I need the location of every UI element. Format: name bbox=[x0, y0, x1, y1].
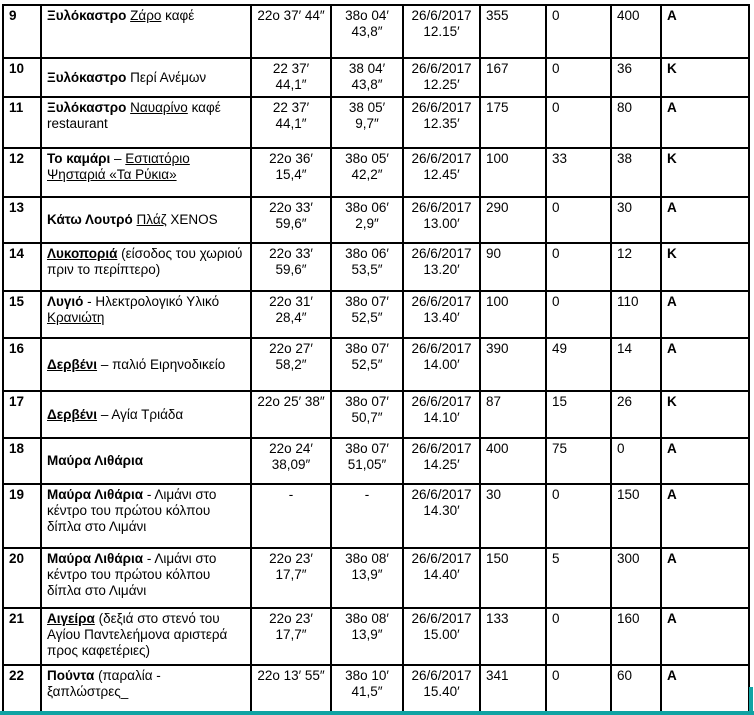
longitude-cell: 22 37′ 44,1″ bbox=[251, 97, 331, 148]
location-text-segment: Λυκοποριά bbox=[47, 246, 118, 261]
location-text-segment: Λυγιό bbox=[47, 294, 84, 309]
latitude-cell: 38ο 08′ 13,9″ bbox=[331, 548, 403, 608]
category-cell: K bbox=[661, 148, 749, 197]
row-number-cell: 19 bbox=[3, 484, 41, 548]
value-2-cell: 0 bbox=[546, 97, 611, 148]
latitude-cell: 38ο 08′ 13,9″ bbox=[331, 608, 403, 665]
value-1-cell: 167 bbox=[480, 58, 546, 97]
location-cell bbox=[41, 665, 251, 715]
value-2-cell: 5 bbox=[546, 548, 611, 608]
location-text-segment: Το καμάρι bbox=[47, 151, 111, 166]
location-text-segment: Πλάζ bbox=[136, 212, 167, 227]
time-text: 14.30′ bbox=[423, 503, 460, 518]
page-border-right bbox=[749, 687, 753, 715]
table-row bbox=[3, 97, 749, 148]
row-number-cell: 10 bbox=[3, 58, 41, 97]
row-number-cell: 14 bbox=[3, 243, 41, 291]
location-text-segment: - Λιμάνι στο κέντρο του πρώτου κόλπου δίπλα στο Λιμάνι bbox=[47, 551, 217, 598]
table-body bbox=[3, 5, 749, 715]
location-text-segment: - Λιμάνι στο κέντρο του πρώτου κόλπου δίπλα στο Λιμάνι bbox=[47, 487, 217, 534]
time-text: 12.15′ bbox=[423, 24, 460, 39]
time-text: 14.40′ bbox=[423, 567, 460, 582]
row-number-cell: 12 bbox=[3, 148, 41, 197]
value-3-cell: 36 bbox=[611, 58, 661, 97]
latitude-cell: 38ο 07′ 52,5″ bbox=[331, 291, 403, 338]
location-text-segment: (παραλία - ξαπλώστρες_ bbox=[47, 668, 161, 699]
value-2-cell: 0 bbox=[546, 608, 611, 665]
location-cell bbox=[41, 438, 251, 484]
location-text-segment: Ζάρο bbox=[130, 8, 162, 23]
date-text: 26/6/2017 bbox=[411, 341, 472, 356]
table-row bbox=[3, 197, 749, 243]
datetime-cell bbox=[403, 484, 480, 548]
latitude-cell: 38ο 07′ 51,05″ bbox=[331, 438, 403, 484]
value-3-cell: 12 bbox=[611, 243, 661, 291]
location-text-segment: (δεξιά στο στενό του Αγίου Παντελεήμονα αριστερά προς καφετέριες) bbox=[47, 611, 228, 658]
value-1-cell: 30 bbox=[480, 484, 546, 548]
category-cell: K bbox=[661, 58, 749, 97]
datetime-cell bbox=[403, 5, 480, 58]
table-row bbox=[3, 291, 749, 338]
time-text: 15.00′ bbox=[423, 627, 460, 642]
longitude-cell: 22ο 13′ 55″ bbox=[251, 665, 331, 715]
time-text: 14.10′ bbox=[423, 410, 460, 425]
value-3-cell: 38 bbox=[611, 148, 661, 197]
location-text-segment: Κρανιώτη bbox=[47, 310, 105, 325]
row-number-cell: 13 bbox=[3, 197, 41, 243]
location-cell bbox=[41, 608, 251, 665]
location-text-segment: – bbox=[110, 151, 126, 166]
time-text: 13.00′ bbox=[423, 216, 460, 231]
location-cell bbox=[41, 548, 251, 608]
table-row bbox=[3, 665, 749, 715]
table-row bbox=[3, 148, 749, 197]
value-1-cell: 87 bbox=[480, 391, 546, 438]
latitude-cell: 38ο 06′ 53,5″ bbox=[331, 243, 403, 291]
value-2-cell: 0 bbox=[546, 291, 611, 338]
location-text-segment: XENOS bbox=[166, 212, 218, 227]
time-text: 14.25′ bbox=[423, 457, 460, 472]
longitude-cell: 22ο 36′ 15,4″ bbox=[251, 148, 331, 197]
category-cell: A bbox=[661, 665, 749, 715]
time-text: 13.20′ bbox=[423, 262, 460, 277]
value-2-cell: 75 bbox=[546, 438, 611, 484]
row-number-cell: 17 bbox=[3, 391, 41, 438]
date-text: 26/6/2017 bbox=[411, 246, 472, 261]
location-cell bbox=[41, 197, 251, 243]
value-1-cell: 90 bbox=[480, 243, 546, 291]
value-1-cell: 150 bbox=[480, 548, 546, 608]
date-text: 26/6/2017 bbox=[411, 394, 472, 409]
value-3-cell: 400 bbox=[611, 5, 661, 58]
longitude-cell: 22ο 23′ 17,7″ bbox=[251, 548, 331, 608]
datetime-cell bbox=[403, 58, 480, 97]
date-text: 26/6/2017 bbox=[411, 441, 472, 456]
value-3-cell: 0 bbox=[611, 438, 661, 484]
latitude-cell: 38ο 07′ 50,7″ bbox=[331, 391, 403, 438]
datetime-cell bbox=[403, 97, 480, 148]
location-text-segment: καφέ bbox=[161, 8, 195, 23]
value-2-cell: 33 bbox=[546, 148, 611, 197]
category-cell: K bbox=[661, 391, 749, 438]
datetime-cell bbox=[403, 291, 480, 338]
value-2-cell: 0 bbox=[546, 484, 611, 548]
value-2-cell: 15 bbox=[546, 391, 611, 438]
value-2-cell: 0 bbox=[546, 58, 611, 97]
table-row bbox=[3, 391, 749, 438]
table-row bbox=[3, 438, 749, 484]
value-1-cell: 400 bbox=[480, 438, 546, 484]
page-border-bottom bbox=[0, 711, 754, 715]
location-text-segment: Μαύρα Λιθάρια bbox=[47, 487, 144, 502]
location-cell bbox=[41, 484, 251, 548]
row-number-cell: 15 bbox=[3, 291, 41, 338]
value-2-cell: 0 bbox=[546, 197, 611, 243]
date-text: 26/6/2017 bbox=[411, 611, 472, 626]
time-text: 15.40′ bbox=[423, 684, 460, 699]
row-number-cell: 11 bbox=[3, 97, 41, 148]
table-row bbox=[3, 338, 749, 391]
location-text-segment: Πούντα bbox=[47, 668, 95, 683]
latitude-cell: - bbox=[331, 484, 403, 548]
location-text-segment: Μαύρα Λιθάρια bbox=[47, 453, 144, 468]
datetime-cell bbox=[403, 243, 480, 291]
value-3-cell: 300 bbox=[611, 548, 661, 608]
date-text: 26/6/2017 bbox=[411, 200, 472, 215]
datetime-cell bbox=[403, 548, 480, 608]
date-text: 26/6/2017 bbox=[411, 61, 472, 76]
value-3-cell: 150 bbox=[611, 484, 661, 548]
table-row bbox=[3, 5, 749, 58]
latitude-cell: 38ο 05′ 42,2″ bbox=[331, 148, 403, 197]
value-1-cell: 355 bbox=[480, 5, 546, 58]
location-cell bbox=[41, 243, 251, 291]
location-text-segment: Κάτω Λουτρό bbox=[47, 212, 133, 227]
value-1-cell: 100 bbox=[480, 148, 546, 197]
location-cell bbox=[41, 148, 251, 197]
value-2-cell: 0 bbox=[546, 243, 611, 291]
longitude-cell: - bbox=[251, 484, 331, 548]
longitude-cell: 22ο 24′ 38,09″ bbox=[251, 438, 331, 484]
date-text: 26/6/2017 bbox=[411, 294, 472, 309]
category-cell: K bbox=[661, 243, 749, 291]
location-cell bbox=[41, 291, 251, 338]
row-number-cell: 21 bbox=[3, 608, 41, 665]
date-text: 26/6/2017 bbox=[411, 151, 472, 166]
row-number-cell: 18 bbox=[3, 438, 41, 484]
latitude-cell: 38ο 04′ 43,8″ bbox=[331, 5, 403, 58]
time-text: 13.40′ bbox=[423, 310, 460, 325]
longitude-cell: 22ο 23′ 17,7″ bbox=[251, 608, 331, 665]
category-cell: A bbox=[661, 291, 749, 338]
value-1-cell: 390 bbox=[480, 338, 546, 391]
row-number-cell: 20 bbox=[3, 548, 41, 608]
table-row bbox=[3, 608, 749, 665]
longitude-cell: 22 37′ 44,1″ bbox=[251, 58, 331, 97]
latitude-cell: 38ο 07′ 52,5″ bbox=[331, 338, 403, 391]
value-1-cell: 175 bbox=[480, 97, 546, 148]
longitude-cell: 22ο 27′ 58,2″ bbox=[251, 338, 331, 391]
category-cell: A bbox=[661, 97, 749, 148]
location-text-segment: Δερβένι bbox=[47, 406, 98, 422]
date-text: 26/6/2017 bbox=[411, 487, 472, 502]
category-cell: A bbox=[661, 484, 749, 548]
longitude-cell: 22ο 31′ 28,4″ bbox=[251, 291, 331, 338]
date-text: 26/6/2017 bbox=[411, 551, 472, 566]
value-1-cell: 133 bbox=[480, 608, 546, 665]
datetime-cell bbox=[403, 608, 480, 665]
table-row bbox=[3, 243, 749, 291]
location-cell bbox=[41, 5, 251, 58]
latitude-cell: 38ο 10′ 41,5″ bbox=[331, 665, 403, 715]
location-text-segment: Ξυλόκαστρο bbox=[47, 8, 127, 23]
value-3-cell: 160 bbox=[611, 608, 661, 665]
location-text-segment: – Αγία Τριάδα bbox=[97, 406, 184, 422]
row-number-cell: 9 bbox=[3, 5, 41, 58]
category-cell: A bbox=[661, 5, 749, 58]
datetime-cell bbox=[403, 438, 480, 484]
location-text-segment: Ξυλόκαστρο bbox=[47, 69, 127, 85]
table-row bbox=[3, 484, 749, 548]
longitude-cell: 22ο 25′ 38″ bbox=[251, 391, 331, 438]
location-text-segment: (είσοδος του χωριού πριν το περίπτερο) bbox=[47, 246, 243, 277]
location-text-segment: Περί Ανέμων bbox=[126, 69, 207, 85]
location-text-segment: Ναυαρίνο bbox=[130, 100, 188, 115]
value-1-cell: 290 bbox=[480, 197, 546, 243]
category-cell: A bbox=[661, 197, 749, 243]
location-cell bbox=[41, 58, 251, 97]
date-text: 26/6/2017 bbox=[411, 100, 472, 115]
location-cell bbox=[41, 391, 251, 438]
latitude-cell: 38ο 06′ 2,9″ bbox=[331, 197, 403, 243]
value-3-cell: 30 bbox=[611, 197, 661, 243]
date-text: 26/6/2017 bbox=[411, 8, 472, 23]
row-number-cell: 22 bbox=[3, 665, 41, 715]
locations-table bbox=[2, 4, 750, 715]
datetime-cell bbox=[403, 665, 480, 715]
time-text: 12.25′ bbox=[423, 77, 460, 92]
value-3-cell: 60 bbox=[611, 665, 661, 715]
latitude-cell: 38 04′ 43,8″ bbox=[331, 58, 403, 97]
value-2-cell: 0 bbox=[546, 5, 611, 58]
value-1-cell: 341 bbox=[480, 665, 546, 715]
location-text-segment: - Ηλεκτρολογικό Υλικό bbox=[83, 294, 220, 309]
longitude-cell: 22ο 37′ 44″ bbox=[251, 5, 331, 58]
location-text-segment: καφέ restaurant bbox=[47, 100, 221, 131]
location-text-segment: Ξυλόκαστρο bbox=[47, 100, 127, 115]
table-row bbox=[3, 58, 749, 97]
location-text-segment: Μαύρα Λιθάρια bbox=[47, 551, 144, 566]
longitude-cell: 22ο 33′ 59,6″ bbox=[251, 197, 331, 243]
datetime-cell bbox=[403, 148, 480, 197]
location-text-segment: Δερβένι bbox=[47, 356, 98, 372]
date-text: 26/6/2017 bbox=[411, 668, 472, 683]
location-cell bbox=[41, 338, 251, 391]
row-number-cell: 16 bbox=[3, 338, 41, 391]
value-3-cell: 26 bbox=[611, 391, 661, 438]
value-2-cell: 0 bbox=[546, 665, 611, 715]
category-cell: A bbox=[661, 608, 749, 665]
category-cell: A bbox=[661, 548, 749, 608]
datetime-cell bbox=[403, 391, 480, 438]
value-2-cell: 49 bbox=[546, 338, 611, 391]
value-3-cell: 80 bbox=[611, 97, 661, 148]
time-text: 12.35′ bbox=[423, 116, 460, 131]
datetime-cell bbox=[403, 338, 480, 391]
datetime-cell bbox=[403, 197, 480, 243]
longitude-cell: 22ο 33′ 59,6″ bbox=[251, 243, 331, 291]
time-text: 14.00′ bbox=[423, 357, 460, 372]
location-text-segment: Αιγείρα bbox=[47, 611, 95, 626]
location-text-segment: – παλιό Ειρηνοδικείο bbox=[97, 356, 226, 372]
value-1-cell: 100 bbox=[480, 291, 546, 338]
latitude-cell: 38 05′ 9,7″ bbox=[331, 97, 403, 148]
category-cell: A bbox=[661, 438, 749, 484]
location-cell bbox=[41, 97, 251, 148]
table-row bbox=[3, 548, 749, 608]
category-cell: A bbox=[661, 338, 749, 391]
time-text: 12.45′ bbox=[423, 167, 460, 182]
location-text-segment: Εστιατόριο Ψησταριά «Τα Ρύκια» bbox=[47, 151, 190, 182]
value-3-cell: 110 bbox=[611, 291, 661, 338]
value-3-cell: 14 bbox=[611, 338, 661, 391]
